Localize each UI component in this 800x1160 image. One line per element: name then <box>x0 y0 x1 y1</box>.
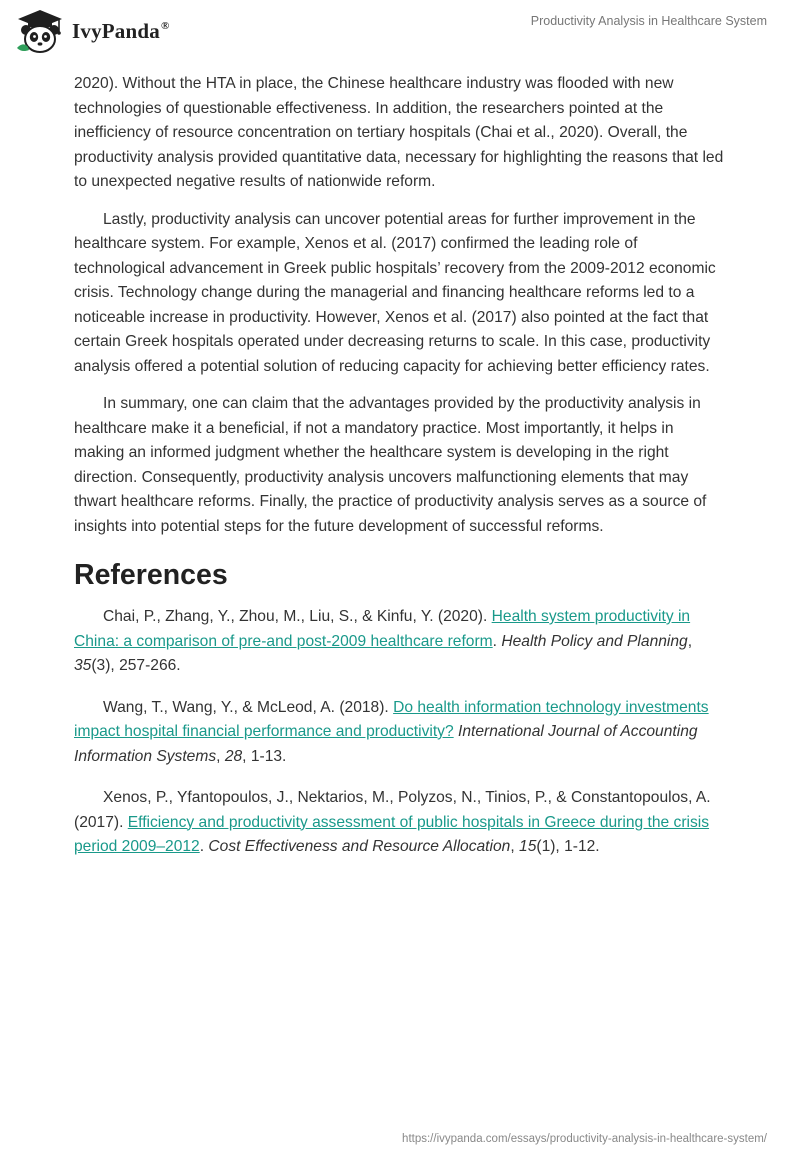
reference-punct: . <box>492 632 502 650</box>
reference-item <box>74 605 726 679</box>
references-heading: References <box>74 559 228 591</box>
reference-authors: Wang, T., Wang, Y., & McLeod, A. (2018). <box>103 698 394 716</box>
panda-graduate-icon <box>14 8 66 54</box>
brand-name: IvyPanda® <box>72 18 170 43</box>
reference-details: (3), 257-266. <box>91 657 181 674</box>
reference-journal: International Journal of Accounting Information Systems <box>74 723 698 765</box>
reference-link[interactable]: Do health information technology investments impact hospital financial performance and productivity? <box>74 698 709 740</box>
ivypanda-logo[interactable] <box>14 8 169 54</box>
reference-authors: Chai, P., Zhang, Y., Zhou, M., Liu, S., & Kinfu, Y. (2020). <box>103 608 492 625</box>
reference-punct: , <box>216 747 225 765</box>
reference-details: (1), 1-12. <box>536 838 600 855</box>
reference-punct: , <box>687 632 693 650</box>
reference-details: , 1-13. <box>242 747 287 765</box>
source-url: https://ivypanda.com/essays/productivity-analysis-in-healthcare-system/ <box>402 1133 767 1145</box>
essay-content <box>74 72 726 877</box>
reference-volume: 15 <box>519 838 537 855</box>
reference-item <box>74 786 726 860</box>
reference-punct: , <box>510 838 520 855</box>
reference-authors: Xenos, P., Yfantopoulos, J., Nektarios, M., Polyzos, N., Tinios, P., & Constantopoulos, A. (2017). <box>74 789 711 831</box>
body-paragraph: Lastly, productivity analysis can uncover potential areas for further improvement in the healthcare system. For example, Xenos et al. (2017) confirmed the leading role of technological advancement in Greek public hospitals’ recovery from the 2009-2012 economic crisis. Technology change during the managerial and financing healthcare reforms led to a noticeable increase in productivity. However, Xenos et al. (2017) also pointed at the fact that certain Greek hospitals operated under decreasing returns to scale. In this case, productivity analysis offered a potential solution of reducing capacity for achieving better efficiency rates. <box>74 210 716 375</box>
page-header <box>0 0 800 60</box>
reference-punct: . <box>199 838 209 855</box>
reference-journal: Cost Effectiveness and Resource Allocation <box>208 838 511 855</box>
document-title: Productivity Analysis in Healthcare System <box>530 14 767 28</box>
reference-item <box>74 696 726 770</box>
reference-volume: 28 <box>224 747 243 765</box>
body-paragraph: 2020). Without the HTA in place, the Chinese healthcare industry was flooded with new technologies of questionable effectiveness. In addition, the researchers pointed at the inefficiency of resource concentration on tertiary hospitals (Chai et al., 2020). Overall, the productivity analysis provided quantitative data, necessary for highlighting the reasons that led to unexpected negative results of nationwide reform. <box>74 75 724 190</box>
body-paragraph: In summary, one can claim that the advantages provided by the productivity analysis in healthcare make it a beneficial, if not a mandatory practice. Most importantly, it helps in making an informed judgment whether the healthcare system is developing in the right direction. Consequently, productivity analysis uncovers malfunctioning elements that may thwart healthcare reforms. Finally, the practice of productivity analysis serves as a source of insights into potential steps for the future development of successful reforms. <box>74 395 707 535</box>
reference-link[interactable]: Health system productivity in China: a comparison of pre-and post-2009 healthcare reform <box>74 608 691 650</box>
reference-journal: Health Policy and Planning <box>501 632 688 650</box>
reference-volume: 35 <box>74 657 92 674</box>
reference-link[interactable]: Efficiency and productivity assessment of public hospitals in Greece during the crisis period 2009–2012 <box>74 813 710 855</box>
